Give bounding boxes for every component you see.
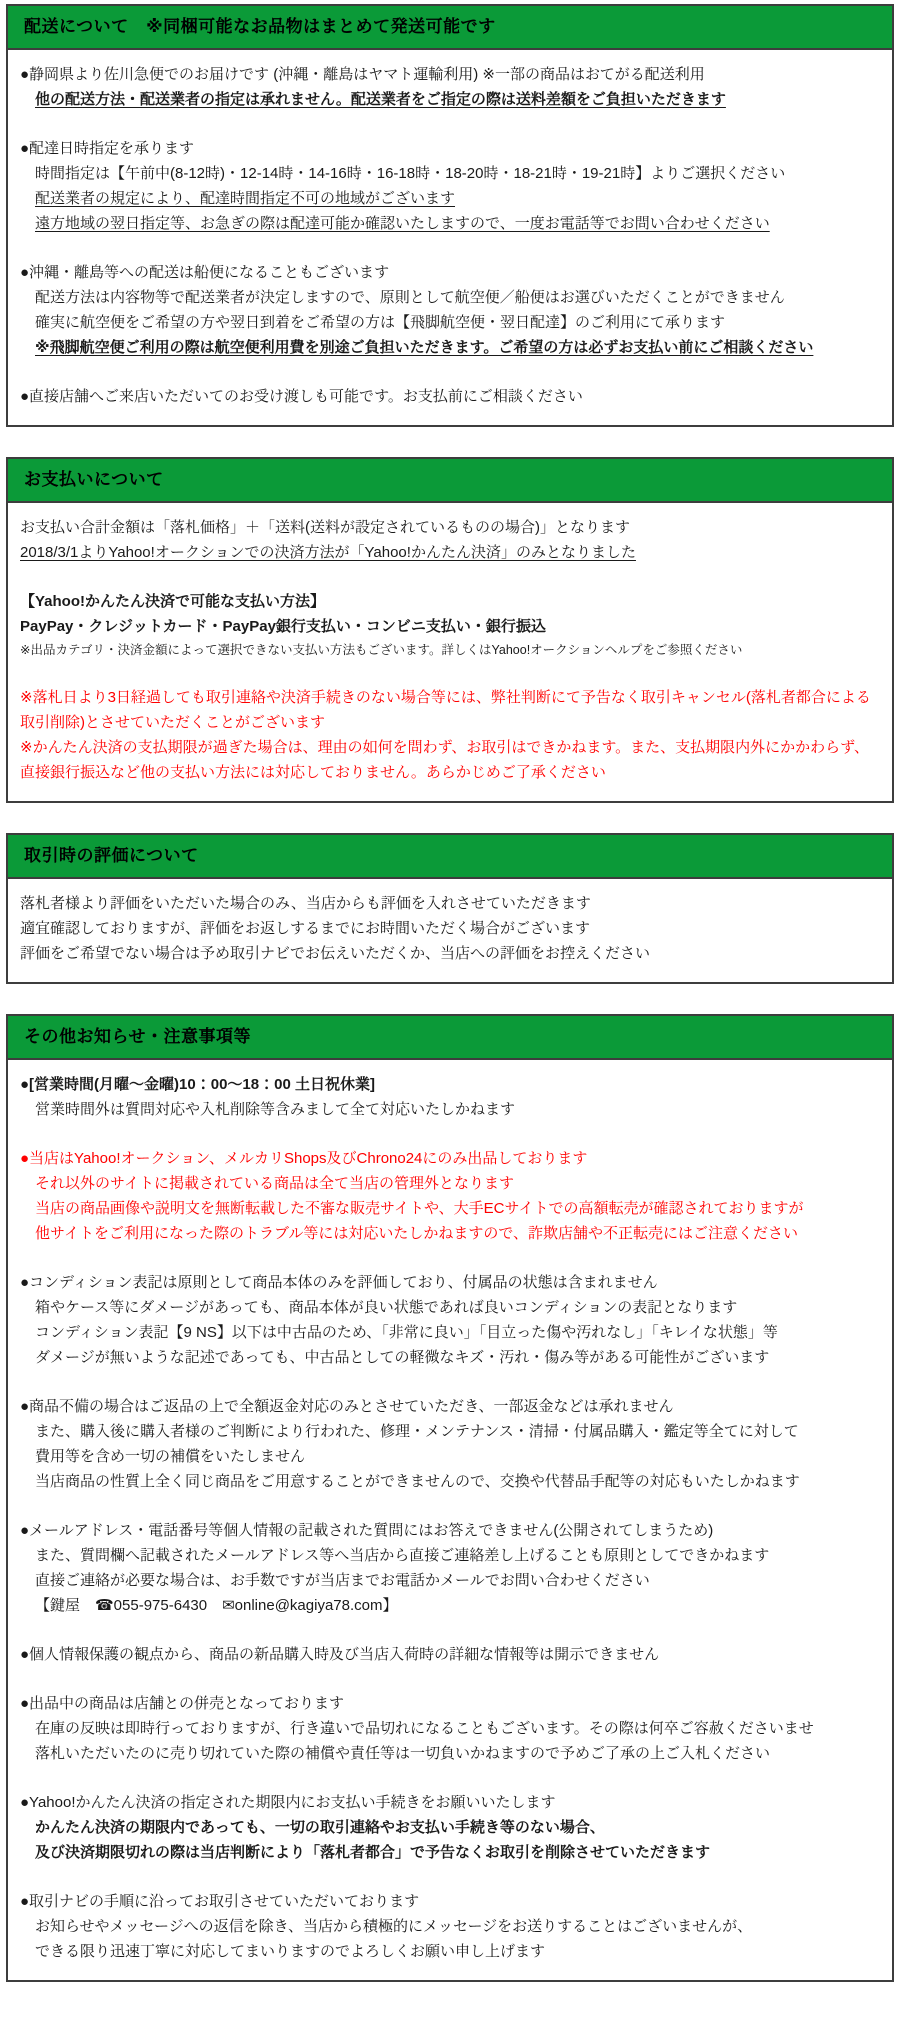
section-title: その他お知らせ・注意事項等 — [8, 1016, 892, 1060]
paragraph — [20, 260, 880, 360]
text-line: 他サイトをご利用になった際のトラブル等には対応いたしかねますので、詐欺店舗や不正転売にはご注意ください — [35, 1225, 799, 1242]
text-line: ●Yahoo!かんたん決済の指定された期限内にお支払い手続きをお願いいたします — [20, 1794, 556, 1811]
paragraph — [20, 1072, 880, 1122]
text-line: かんたん決済の期限内であっても、一切の取引連絡やお支払い手続き等のない場合、 — [35, 1819, 605, 1836]
paragraph — [20, 62, 880, 112]
section-payment — [6, 457, 894, 803]
text-line: 適宜確認しておりますが、評価をお返しするまでにお時間いただく場合がございます — [20, 920, 591, 937]
text-line: 営業時間外は質問対応や入札削除等含みまして全て対応いたしかねます — [35, 1101, 516, 1118]
text-line: お支払い合計金額は「落札価格」＋「送料(送料が設定されているものの場合)」となります — [20, 519, 630, 536]
text-line: 及び決済期限切れの際は当店判断により「落札者都合」で予告なくお取引を削除させていただきます — [35, 1844, 711, 1861]
text-line: 配送業者の規定により、配達時間指定不可の地域がございます — [35, 190, 456, 207]
paragraph — [20, 1394, 880, 1494]
text-line: ●沖縄・離島等への配送は船便になることもございます — [20, 264, 390, 281]
text-line: ダメージが無いような記述であっても、中古品としての軽微なキズ・汚れ・傷み等がある可能性がございます — [35, 1349, 770, 1366]
paragraph — [20, 515, 880, 565]
section-body — [8, 503, 892, 801]
text-line: 当店の商品画像や説明文を無断転載した不審な販売サイトや、大手ECサイトでの高額転売が確認されておりますが — [35, 1200, 804, 1217]
text-line: ●メールアドレス・電話番号等個人情報の記載された質問にはお答えできません(公開されてしまうため) — [20, 1522, 714, 1539]
text-line: 確実に航空便をご希望の方や翌日到着をご希望の方は【飛脚航空便・翌日配達】のご利用にて承ります — [35, 314, 726, 331]
section-shipping — [6, 4, 894, 427]
section-title: 配送について ※同梱可能なお品物はまとめて発送可能です — [8, 6, 892, 50]
text-line: ※かんたん決済の支払期限が過ぎた場合は、理由の如何を問わず、お取引はできかねます。また、支払期限内外にかかわらず、直接銀行振込など他の支払い方法には対応しておりません。あらかじめご了承ください — [20, 739, 869, 781]
text-line: ●個人情報保護の観点から、商品の新品購入時及び当店入荷時の詳細な情報等は開示できません — [20, 1646, 660, 1663]
text-line: できる限り迅速丁寧に対応してまいりますのでよろしくお願い申し上げます — [35, 1943, 546, 1960]
text-line: ※落札日より3日経過しても取引連絡や決済手続きのない場合等には、弊社判断にて予告なく取引キャンセル(落札者都合による取引削除)とさせていただくことがございます — [20, 689, 871, 731]
text-line: ●直接店舗へご来店いただいてのお受け渡しも可能です。お支払前にご相談ください — [20, 388, 583, 405]
text-line: 在庫の反映は即時行っておりますが、行き違いで品切れになることもございます。その際は何卒ご容赦くださいませ — [35, 1720, 814, 1737]
paragraph — [20, 1146, 880, 1246]
text-line: ●出品中の商品は店舗との併売となっております — [20, 1695, 345, 1712]
text-line: 【鍵屋 ☎055-975-6430 ✉online@kagiya78.com】 — [35, 1597, 398, 1614]
paragraph — [20, 1642, 880, 1667]
paragraph — [20, 589, 880, 661]
text-line: 【Yahoo!かんたん決済で可能な支払い方法】 — [20, 593, 326, 610]
paragraph — [20, 1518, 880, 1618]
text-line: 落札者様より評価をいただいた場合のみ、当店からも評価を入れさせていただきます — [20, 895, 591, 912]
text-line: 評価をご希望でない場合は予め取引ナビでお伝えいただくか、当店への評価をお控えください — [20, 945, 651, 962]
paragraph — [20, 1270, 880, 1370]
section-title: 取引時の評価について — [8, 835, 892, 879]
text-line: お知らせやメッセージへの返信を除き、当店から積極的にメッセージをお送りすることはございませんが、 — [35, 1918, 753, 1935]
text-line: ●商品不備の場合はご返品の上で全額返金対応のみとさせていただき、一部返金などは承れません — [20, 1398, 674, 1415]
section-other-notices — [6, 1014, 894, 1982]
text-line: 2018/3/1よりYahoo!オークションでの決済方法が「Yahoo!かんたん決済」のみとなりました — [20, 544, 636, 561]
section-body — [8, 1060, 892, 1980]
paragraph — [20, 384, 880, 409]
text-line: 箱やケース等にダメージがあっても、商品本体が良い状態であれば良いコンディションの表記となります — [35, 1299, 738, 1316]
text-line: 他の配送方法・配送業者の指定は承れません。配送業者をご指定の際は送料差額をご負担いただきます — [35, 91, 726, 108]
text-line: また、質問欄へ記載されたメールアドレス等へ当店から直接ご連絡差し上げることも原則としてできかねます — [35, 1547, 770, 1564]
text-line: PayPay・クレジットカード・PayPay銀行支払い・コンビニ支払い・銀行振込 — [20, 618, 546, 635]
paragraph — [20, 685, 880, 785]
text-line: ●コンディション表記は原則として商品本体のみを評価しており、付属品の状態は含まれません — [20, 1274, 658, 1291]
text-line: ●取引ナビの手順に沿ってお取引させていただいております — [20, 1893, 420, 1910]
text-line: 費用等を含め一切の補償をいたしません — [35, 1448, 306, 1465]
section-body — [8, 879, 892, 982]
text-line: コンディション表記【9 NS】以下は中古品のため、「非常に良い」「目立った傷や汚れなし」「キレイな状態」等 — [35, 1324, 778, 1341]
text-line: ●当店はYahoo!オークション、メルカリShops及びChrono24にのみ出品しております — [20, 1150, 588, 1167]
section-evaluation — [6, 833, 894, 984]
text-line: ●静岡県より佐川急便でのお届けです (沖縄・離島はヤマト運輸利用) ※一部の商品はおてがる配送利用 — [20, 66, 705, 83]
text-line: それ以外のサイトに掲載されている商品は全て当店の管理外となります — [35, 1175, 514, 1192]
text-line: ●[営業時間(月曜～金曜)10：00～18：00 土日祝休業] — [20, 1076, 375, 1093]
text-line: 時間指定は【午前中(8-12時)・12-14時・14-16時・16-18時・18-20時・18-21時・19-21時】よりご選択ください — [35, 165, 786, 182]
text-line: 当店商品の性質上全く同じ商品をご用意することができませんので、交換や代替品手配等の対応もいたしかねます — [35, 1473, 800, 1490]
text-line: 配送方法は内容物等で配送業者が決定しますので、原則として航空便／船便はお選びいただくことができません — [35, 289, 785, 306]
paragraph — [20, 1790, 880, 1865]
text-line: 直接ご連絡が必要な場合は、お手数ですが当店までお電話かメールでお問い合わせください — [35, 1572, 650, 1589]
paragraph — [20, 1889, 880, 1964]
text-line: ※飛脚航空便ご利用の際は航空便利用費を別途ご負担いただきます。ご希望の方は必ずお支払い前にご相談ください — [35, 339, 814, 356]
text-line: また、購入後に購入者様のご判断により行われた、修理・メンテナンス・清掃・付属品購入・鑑定等全てに対して — [35, 1423, 799, 1440]
paragraph — [20, 1691, 880, 1766]
paragraph — [20, 891, 880, 966]
section-title: お支払いについて — [8, 459, 892, 503]
text-line: 落札いただいたのに売り切れていた際の補償や責任等は一切負いかねますので予めご了承の上ご入札ください — [35, 1745, 771, 1762]
text-line: ●配達日時指定を承ります — [20, 140, 195, 157]
text-line: 遠方地域の翌日指定等、お急ぎの際は配達可能か確認いたしますので、一度お電話等でお問い合わせください — [35, 215, 770, 232]
paragraph — [20, 136, 880, 236]
text-line: ※出品カテゴリ・決済金額によって選択できない支払い方法もございます。詳しくはYahoo!オークションヘルプをご参照ください — [20, 643, 743, 657]
section-body — [8, 50, 892, 425]
